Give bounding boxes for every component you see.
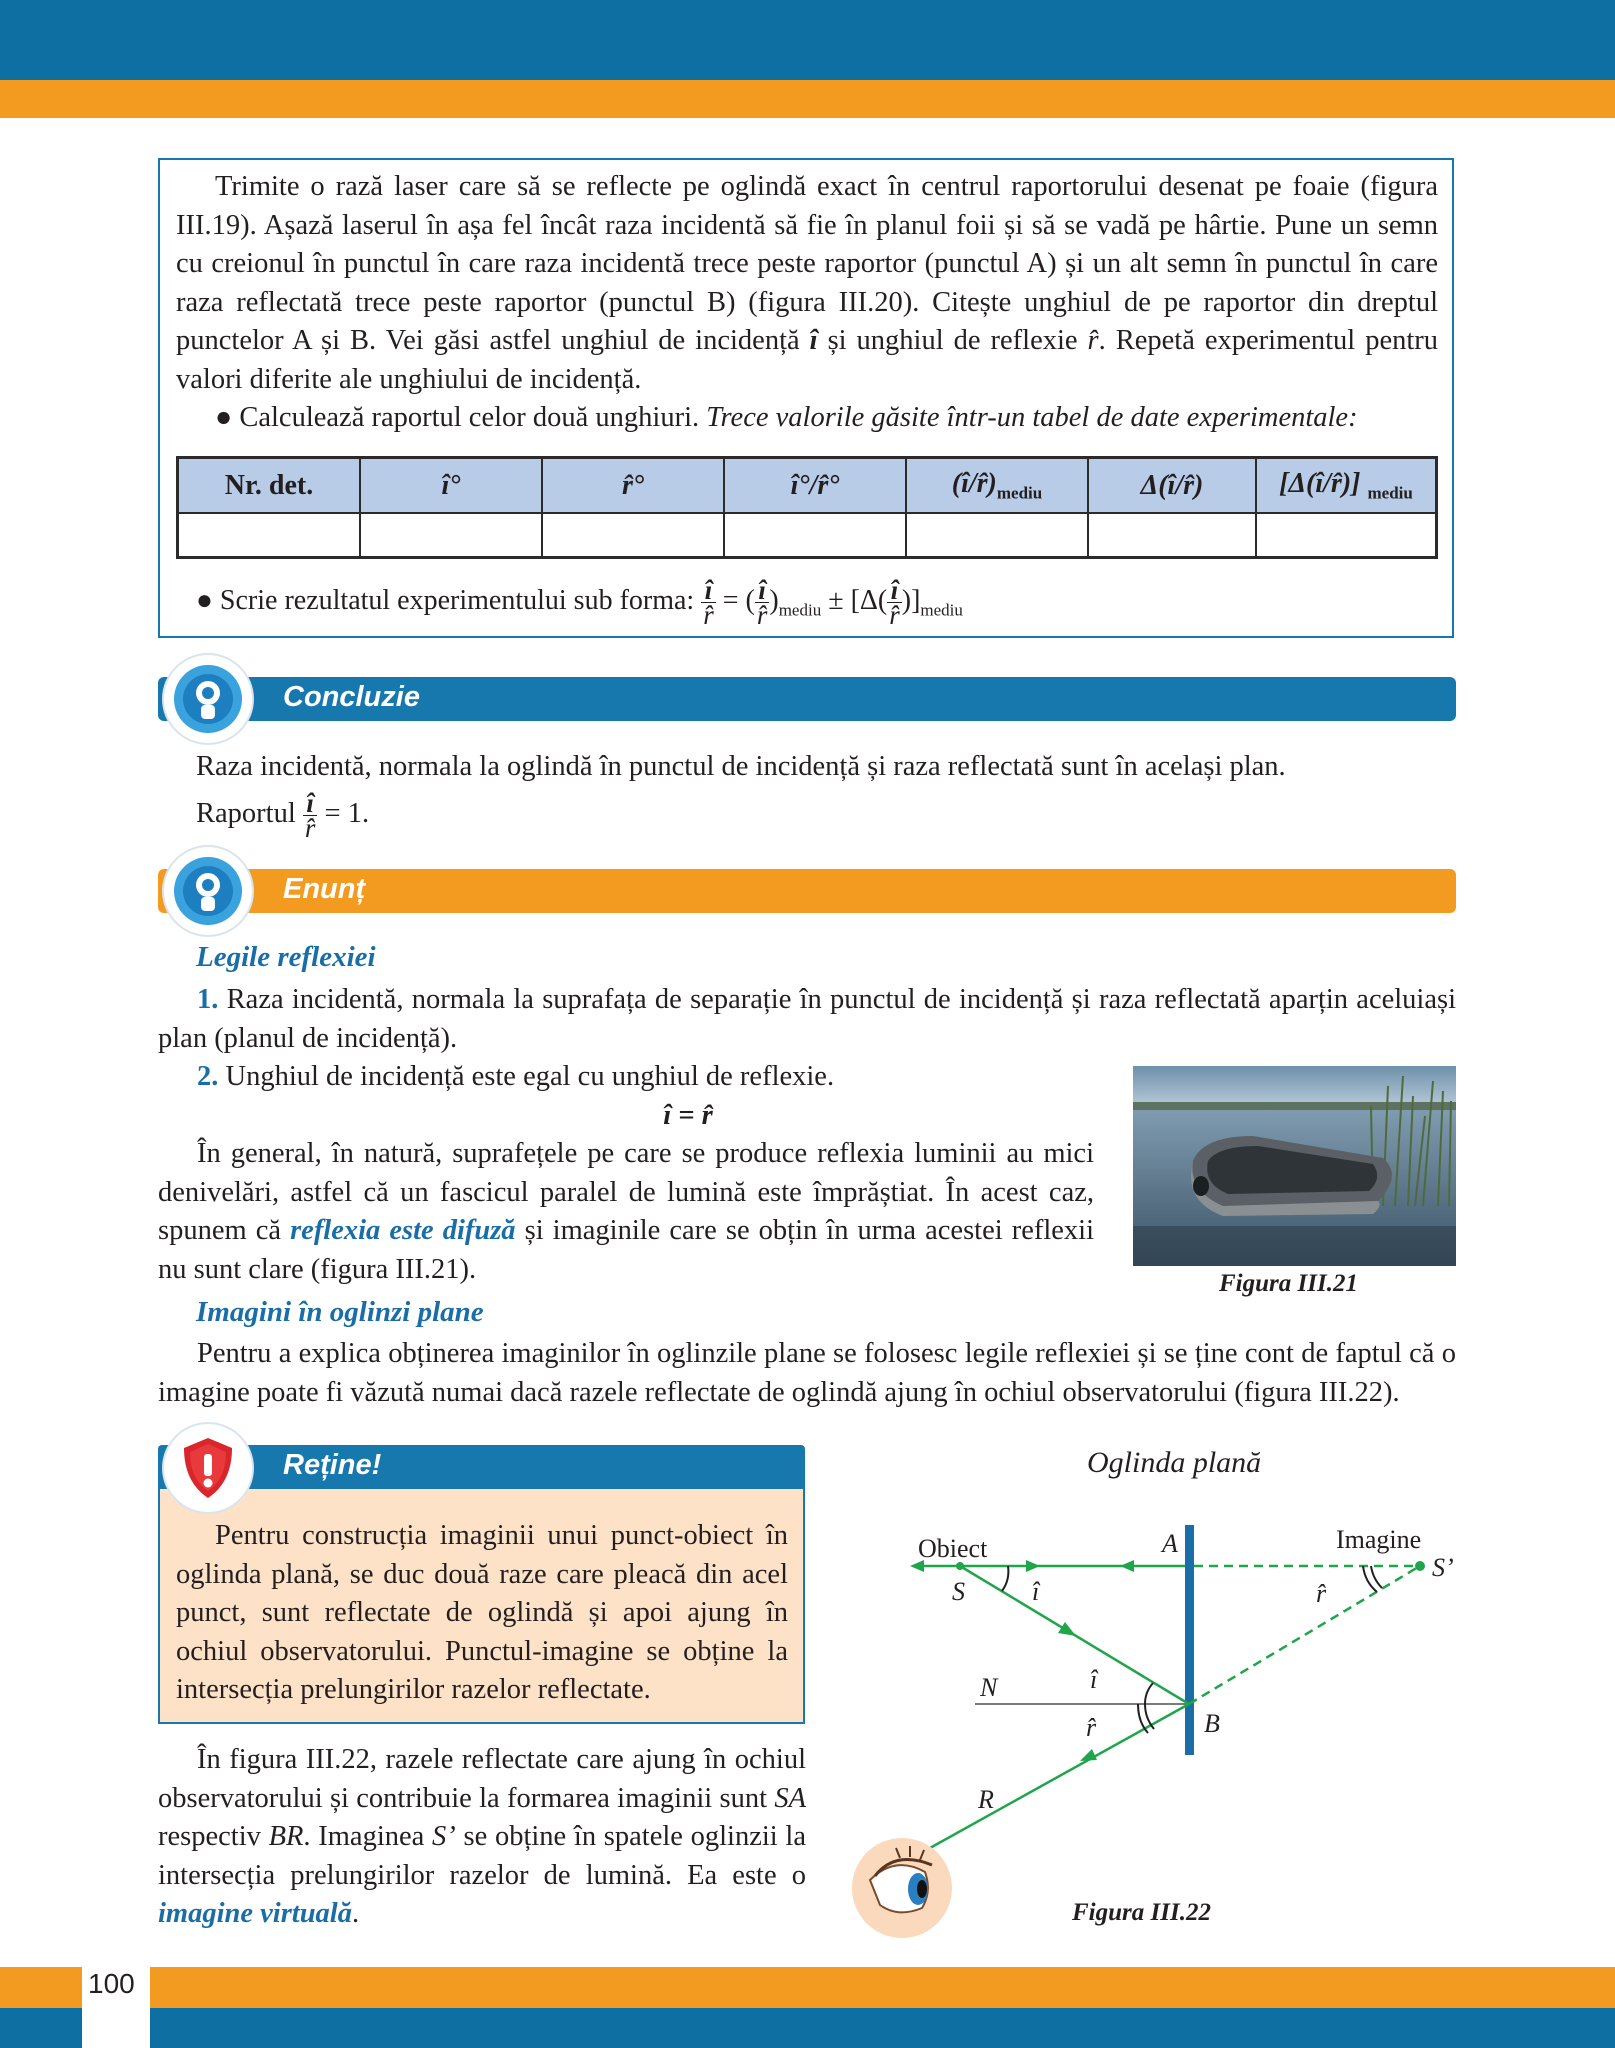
ray-arrow — [1120, 1560, 1134, 1572]
formula-fraction: $\frac{î}{r̂}$ — [703, 575, 714, 630]
retine-title: Reține! — [283, 1449, 382, 1481]
enunt-icon-frame — [164, 847, 252, 935]
footer-bar-orange — [0, 1967, 1615, 2008]
table-cell[interactable] — [906, 513, 1088, 558]
retine-banner — [158, 1445, 805, 1489]
label-s: S — [952, 1577, 965, 1606]
laws-heading: Legile reflexiei — [196, 941, 376, 973]
warning-shield-icon — [164, 1424, 252, 1512]
formula-fraction: $\frac{î}{r̂}$ — [889, 575, 900, 630]
table-cell[interactable] — [360, 513, 542, 558]
table-header: Nr. det. — [178, 458, 361, 514]
table-header: Δ(î/r̂) — [1088, 458, 1256, 514]
table-row — [178, 513, 1437, 558]
concluzie-text — [196, 748, 1456, 843]
ray-arrow — [1080, 1749, 1097, 1761]
extension-b — [1189, 1566, 1420, 1704]
plane-mirror-diagram — [840, 1440, 1460, 1940]
ray-arrow — [1058, 1622, 1076, 1636]
enunt-title: Enunț — [283, 873, 366, 905]
concluzie-line: Raza incidentă, normala la oglindă în punctul de incidență și raza reflectată sunt în același plan. — [196, 751, 1286, 782]
label-imagine: Imagine — [1336, 1525, 1422, 1554]
law-1: 1. Raza incidentă, normala la suprafața de separație în punctul de incidență și raza reflectată aparțin aceluiași plan (planul de incidență). — [158, 984, 1457, 1054]
point-s — [956, 1562, 964, 1570]
final-paragraph: În figura III.22, razele reflectate care ajung în ochiul observatorului și contribuie la formarea imaginii sunt SA respectiv BR. Imaginea S’ se obține în spatele oglinzii la intersecția prelungirilor razelor de lumină. Ea este o imagine virtuală. — [158, 1744, 807, 1929]
point-s-prime — [1415, 1561, 1425, 1571]
label-n: N — [980, 1673, 998, 1702]
page-number: 100 — [88, 1968, 135, 1999]
figure-22-caption: Figura III.22 — [1072, 1899, 1211, 1926]
mirror — [1185, 1525, 1194, 1755]
experiment-text — [176, 168, 1438, 438]
ray-br — [930, 1704, 1189, 1848]
figure-21-caption: Figura III.21 — [1219, 1270, 1358, 1297]
experiment-table — [176, 456, 1438, 559]
retine-icon-frame — [164, 1424, 252, 1512]
table-header: [Δ(î/r̂)] $_{mediu}$ — [1256, 458, 1437, 514]
retine-text: Pentru construcția imaginii unui punct-obiect în oglinda plană, se duc două raze care pleacă din acel punct, sunt reflectate de oglindă și apoi ajung în ochiul observatorului. Punctul-imagine se obține la intersecția prelungirilor razelor reflectate. — [176, 1520, 788, 1705]
table-cell[interactable] — [1088, 513, 1256, 558]
table-cell[interactable] — [178, 513, 361, 558]
experiment-paragraph: Trimite o rază laser care să se reflecte pe oglindă exact în centrul raportorului desenat pe foaie (figura III.19). Așază laserul în așa fel încât raza incidentă să fie în planul foii și să se vadă pe hârtie. Pune un semn cu creionul în punctul în care raza incidentă trece peste raportor (punctul A) și un alt semn în punctul în care raza reflectată trece peste raportor (punctul B) (figura III.20). Citește unghiul de pe raportor din dreptul punctelor A și B. Vei găsi astfel unghiul de incidență î și unghiul de reflexie r̂. Repetă experimentul pentru valori diferite ale unghiului de incidență. — [176, 171, 1439, 395]
header-bar-orange — [0, 80, 1615, 118]
angle-arc-i — [1002, 1566, 1008, 1591]
angle-arc-r — [1371, 1566, 1382, 1588]
table-cell[interactable] — [1256, 513, 1437, 558]
label-obiect: Obiect — [918, 1534, 988, 1563]
boat-photo — [1133, 1066, 1456, 1266]
law-2: 2. Unghiul de incidență este egal cu unghiul de reflexie. î = r̂ — [158, 1058, 1098, 1135]
table-header-row — [178, 458, 1437, 514]
diagram-title: Oglinda plană — [1087, 1446, 1262, 1479]
table-cell[interactable] — [542, 513, 724, 558]
concluzie-ratio: Raportul $\frac{î}{r̂}$ = 1. — [196, 787, 370, 843]
table-header: $(î/r̂)_{mediu}$ — [906, 458, 1088, 514]
table-header: î° — [360, 458, 542, 514]
images-paragraph: Pentru a explica obținerea imaginilor în oglinzile plane se folosesc legile reflexiei și se ține cont de faptul că o imagine poate fi văzută numai dacă razele reflectate de oglindă ajung în ochiul observatorului (figura III.22). — [158, 1338, 1456, 1408]
ratio-fraction: $\frac{î}{r̂}$ — [304, 787, 316, 843]
experiment-bullet-2: ● Scrie rezultatul experimentului sub forma: $\frac{î}{r̂}$ = ( $\frac{î}{r̂}$ )$_{mediu} \pm [\Delta$( $\frac{î}{r̂}$ )]$_{mediu}$ — [196, 575, 963, 630]
label-s-prime: S’ — [1432, 1553, 1454, 1582]
bulb-icon — [164, 847, 252, 935]
bulb-icon — [164, 655, 252, 743]
formula-fraction: $\frac{î}{r̂}$ — [756, 575, 768, 630]
angle-arc-i — [1145, 1683, 1153, 1704]
plane-mirrors-heading: Imagini în oglinzi plane — [196, 1296, 484, 1328]
label-a: A — [1162, 1529, 1178, 1558]
header-bar-blue — [0, 0, 1615, 80]
concluzie-icon-frame — [164, 655, 252, 743]
label-r-angle: r̂ — [1316, 1579, 1327, 1608]
table-cell[interactable] — [724, 513, 906, 558]
table-header: î°/r̂° — [724, 458, 906, 514]
law-2-formula: î = r̂ — [663, 1099, 713, 1131]
label-i-angle: î — [1032, 1577, 1040, 1606]
ray-arrow — [1026, 1560, 1040, 1572]
label-b: B — [1204, 1709, 1220, 1738]
table-header: r̂° — [542, 458, 724, 514]
concluzie-title: Concluzie — [283, 681, 420, 713]
experiment-bullet-1: ● Calculează raportul celor două unghiuri. Trece valorile găsite într-un tabel de date experimentale: — [215, 402, 1358, 433]
label-r-angle: r̂ — [1086, 1713, 1097, 1742]
diffuse-paragraph: În general, în natură, suprafețele pe care se produce reflexia luminii au mici denivelări, astfel că un fascicul paralel de lumină este împrăștiat. În acest caz, spunem că reflexia este difuză și imaginile care se obțin în urma acestei reflexii nu sunt clare (figura III.21). — [158, 1138, 1094, 1285]
eye-icon — [852, 1838, 952, 1938]
label-i-angle: î — [1090, 1665, 1098, 1694]
label-r: R — [978, 1785, 994, 1814]
footer-bar-blue — [0, 2008, 1615, 2048]
